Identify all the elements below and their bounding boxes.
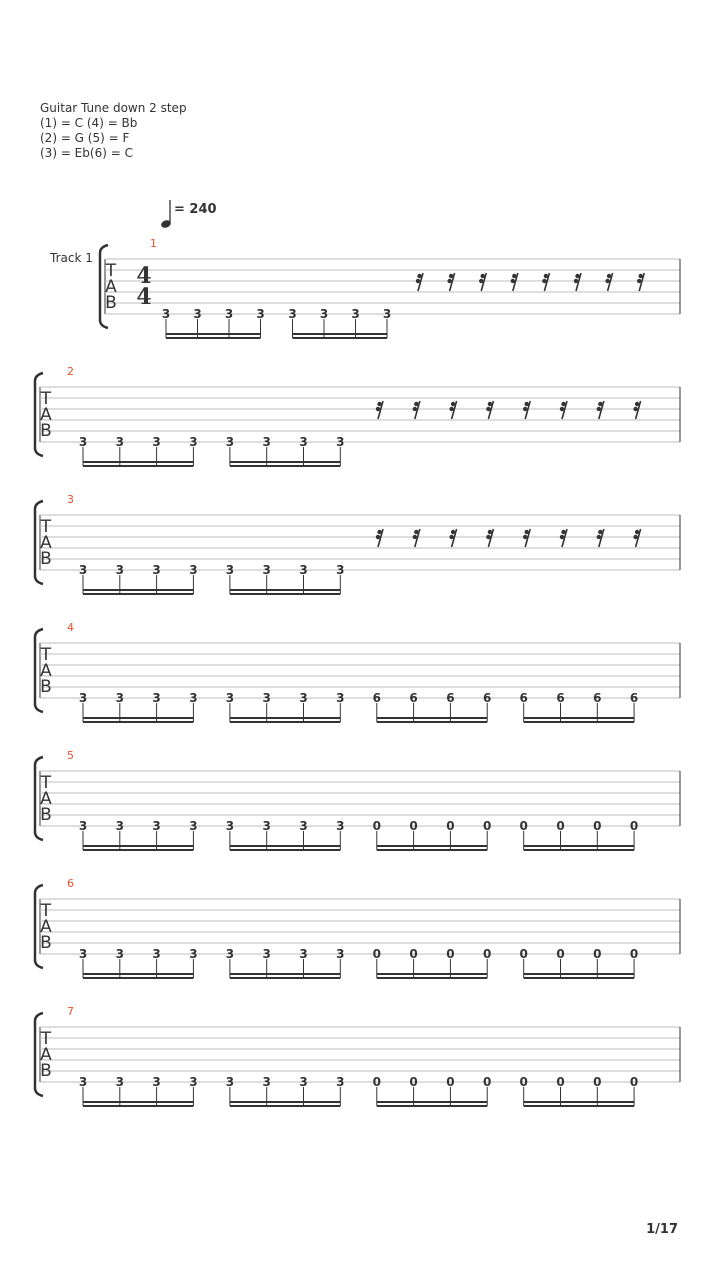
rest-flag-dot <box>414 530 418 534</box>
fret-number: 3 <box>256 307 265 321</box>
fret-number: 3 <box>224 307 234 321</box>
rest-flag-dot <box>479 279 483 283</box>
tab-clef-letter: B <box>40 677 52 697</box>
fret-number: 3 <box>262 819 271 833</box>
rest-flag-dot <box>635 530 639 534</box>
tab-system <box>35 621 680 722</box>
fret-number: 3 <box>152 563 161 577</box>
tuning-line: (2) = G (5) = F <box>40 131 130 145</box>
rest-flag-dot <box>597 535 601 539</box>
fret-number: 6 <box>593 691 602 705</box>
fret-number: 0 <box>483 1075 492 1089</box>
fret-number: 3 <box>351 307 360 321</box>
tab-clef-letter: B <box>40 549 52 569</box>
rest-flag-dot <box>633 407 637 411</box>
rest-flag-dot <box>635 402 639 406</box>
rest-flag-dot <box>598 530 602 534</box>
fret-number: 3 <box>78 947 88 961</box>
fret-number: 3 <box>189 947 198 961</box>
fret-number: 0 <box>409 1075 418 1089</box>
fret-number: 3 <box>115 691 124 705</box>
measure-number: 4 <box>67 621 74 634</box>
tab-system <box>35 749 680 850</box>
tab-clef-letter: T <box>40 389 52 409</box>
fret-number: 3 <box>78 1075 88 1089</box>
rest-flag-dot <box>523 535 527 539</box>
tuning-line: (3) = Eb(6) = C <box>40 146 133 160</box>
rest-flag-dot <box>560 535 564 539</box>
tab-clef-letter: A <box>40 1045 52 1065</box>
fret-number: 3 <box>262 691 271 705</box>
fret-number: 3 <box>262 435 271 449</box>
fret-number: 3 <box>225 563 235 577</box>
fret-number: 6 <box>483 691 492 705</box>
rest-flag-dot <box>512 274 516 278</box>
tempo-value: = 240 <box>174 202 217 217</box>
fret-number: 3 <box>78 819 88 833</box>
fret-number: 0 <box>556 1075 565 1089</box>
rest-flag-dot <box>637 279 641 283</box>
tab-clef-letter: T <box>40 901 52 921</box>
rest-flag-dot <box>377 530 381 534</box>
tab-clef-letter: B <box>40 805 52 825</box>
rest-flag-dot <box>449 407 453 411</box>
tab-clef-letter: A <box>40 917 52 937</box>
rest-flag-dot <box>574 279 578 283</box>
rest-flag-dot <box>575 274 579 278</box>
fret-number: 0 <box>483 819 492 833</box>
rest-flag-dot <box>451 530 455 534</box>
fret-number: 0 <box>372 819 381 833</box>
rest-flag-dot <box>413 535 417 539</box>
fret-number: 6 <box>446 691 455 705</box>
fret-number: 0 <box>593 819 602 833</box>
fret-number: 3 <box>189 819 198 833</box>
fret-number: 3 <box>319 307 329 321</box>
fret-number: 3 <box>299 563 308 577</box>
fret-number: 3 <box>225 691 235 705</box>
page-number: 1/17 <box>646 1222 678 1237</box>
tab-system <box>35 493 680 594</box>
time-signature-bottom: 4 <box>136 284 152 310</box>
rest-flag-dot <box>560 407 564 411</box>
fret-number: 3 <box>336 947 345 961</box>
fret-number: 6 <box>372 691 381 705</box>
fret-number: 0 <box>519 819 528 833</box>
fret-number: 0 <box>446 947 455 961</box>
fret-number: 3 <box>299 819 308 833</box>
fret-number: 3 <box>193 307 202 321</box>
fret-number: 0 <box>446 819 455 833</box>
tab-clef-letter: B <box>105 293 117 313</box>
fret-number: 6 <box>556 691 565 705</box>
fret-number: 3 <box>225 435 235 449</box>
fret-number: 3 <box>299 435 308 449</box>
fret-number: 0 <box>372 947 381 961</box>
tab-system <box>35 1005 680 1106</box>
rest-flag-dot <box>542 279 546 283</box>
fret-number: 0 <box>556 819 565 833</box>
tab-clef-letter: T <box>40 517 52 537</box>
rest-flag-dot <box>449 274 453 278</box>
fret-number: 3 <box>336 1075 345 1089</box>
fret-number: 3 <box>336 435 345 449</box>
fret-number: 6 <box>629 691 639 705</box>
fret-number: 3 <box>299 947 308 961</box>
fret-number: 0 <box>372 1075 381 1089</box>
fret-number: 3 <box>225 1075 235 1089</box>
fret-number: 0 <box>593 947 602 961</box>
tab-system <box>100 237 680 338</box>
fret-number: 3 <box>152 691 161 705</box>
rest-flag-dot <box>561 402 565 406</box>
tab-system <box>35 877 680 978</box>
rest-flag-dot <box>561 530 565 534</box>
rest-flag-dot <box>486 407 490 411</box>
rest-flag-dot <box>639 274 643 278</box>
track-name: Track 1 <box>50 251 93 265</box>
fret-number: 3 <box>189 691 198 705</box>
fret-number: 3 <box>115 819 124 833</box>
fret-number: 3 <box>152 947 161 961</box>
fret-number: 3 <box>115 1075 124 1089</box>
tab-clef-letter: A <box>40 789 52 809</box>
tab-clef-letter: T <box>40 773 52 793</box>
tab-clef-letter: T <box>105 261 117 281</box>
fret-number: 3 <box>336 691 345 705</box>
fret-number: 0 <box>593 1075 602 1089</box>
tab-clef-letter: A <box>105 277 117 297</box>
tab-clef-letter: B <box>40 933 52 953</box>
fret-number: 3 <box>115 563 124 577</box>
fret-number: 3 <box>336 819 345 833</box>
fret-number: 3 <box>382 307 392 321</box>
fret-number: 6 <box>409 691 418 705</box>
fret-number: 3 <box>336 563 345 577</box>
rest-flag-dot <box>377 402 381 406</box>
rest-flag-dot <box>413 407 417 411</box>
rest-flag-dot <box>525 530 529 534</box>
rest-flag-dot <box>486 535 490 539</box>
fret-number: 3 <box>161 307 171 321</box>
fret-number: 3 <box>225 947 235 961</box>
fret-number: 0 <box>629 819 639 833</box>
fret-number: 3 <box>189 563 198 577</box>
fret-number: 0 <box>556 947 565 961</box>
rest-flag-dot <box>633 535 637 539</box>
rest-flag-dot <box>376 535 380 539</box>
measure-number: 6 <box>67 877 74 890</box>
fret-number: 3 <box>115 435 124 449</box>
fret-number: 0 <box>483 947 492 961</box>
fret-number: 3 <box>152 435 161 449</box>
rest-flag-dot <box>451 402 455 406</box>
fret-number: 0 <box>629 947 639 961</box>
fret-number: 3 <box>152 1075 161 1089</box>
tab-system <box>35 365 680 466</box>
fret-number: 3 <box>299 691 308 705</box>
fret-number: 3 <box>299 1075 308 1089</box>
rest-flag-dot <box>417 274 421 278</box>
fret-number: 3 <box>288 307 297 321</box>
tab-clef-letter: T <box>40 1029 52 1049</box>
fret-number: 0 <box>519 1075 528 1089</box>
rest-flag-dot <box>607 274 611 278</box>
fret-number: 3 <box>78 563 88 577</box>
tuning-line: (1) = C (4) = Bb <box>40 116 138 130</box>
rest-flag-dot <box>447 279 451 283</box>
tab-clef-letter: A <box>40 405 52 425</box>
rest-flag-dot <box>523 407 527 411</box>
rest-flag-dot <box>414 402 418 406</box>
rest-flag-dot <box>376 407 380 411</box>
rest-flag-dot <box>511 279 515 283</box>
fret-number: 3 <box>78 435 88 449</box>
fret-number: 3 <box>189 1075 198 1089</box>
rest-flag-dot <box>544 274 548 278</box>
tuning-title: Guitar Tune down 2 step <box>40 101 187 115</box>
tab-clef-letter: B <box>40 421 52 441</box>
fret-number: 0 <box>409 947 418 961</box>
rest-flag-dot <box>488 530 492 534</box>
fret-number: 3 <box>225 819 235 833</box>
measure-number: 1 <box>150 237 157 250</box>
tab-clef-letter: T <box>40 645 52 665</box>
rest-flag-dot <box>598 402 602 406</box>
fret-number: 0 <box>629 1075 639 1089</box>
fret-number: 3 <box>78 691 88 705</box>
fret-number: 3 <box>152 819 161 833</box>
measure-number: 2 <box>67 365 74 378</box>
fret-number: 3 <box>189 435 198 449</box>
measure-number: 5 <box>67 749 74 762</box>
rest-flag-dot <box>597 407 601 411</box>
fret-number: 3 <box>115 947 124 961</box>
rest-flag-dot <box>525 402 529 406</box>
fret-number: 6 <box>519 691 528 705</box>
fret-number: 0 <box>519 947 528 961</box>
rest-flag-dot <box>481 274 485 278</box>
fret-number: 0 <box>446 1075 455 1089</box>
rest-flag-dot <box>488 402 492 406</box>
tab-clef-letter: A <box>40 661 52 681</box>
fret-number: 3 <box>262 947 271 961</box>
tab-clef-letter: A <box>40 533 52 553</box>
time-signature-top: 4 <box>136 263 152 289</box>
rest-flag-dot <box>605 279 609 283</box>
fret-number: 0 <box>409 819 418 833</box>
rest-flag-dot <box>416 279 420 283</box>
fret-number: 3 <box>262 1075 271 1089</box>
measure-number: 3 <box>67 493 74 506</box>
fret-number: 3 <box>262 563 271 577</box>
rest-flag-dot <box>449 535 453 539</box>
measure-number: 7 <box>67 1005 74 1018</box>
tab-clef-letter: B <box>40 1061 52 1081</box>
